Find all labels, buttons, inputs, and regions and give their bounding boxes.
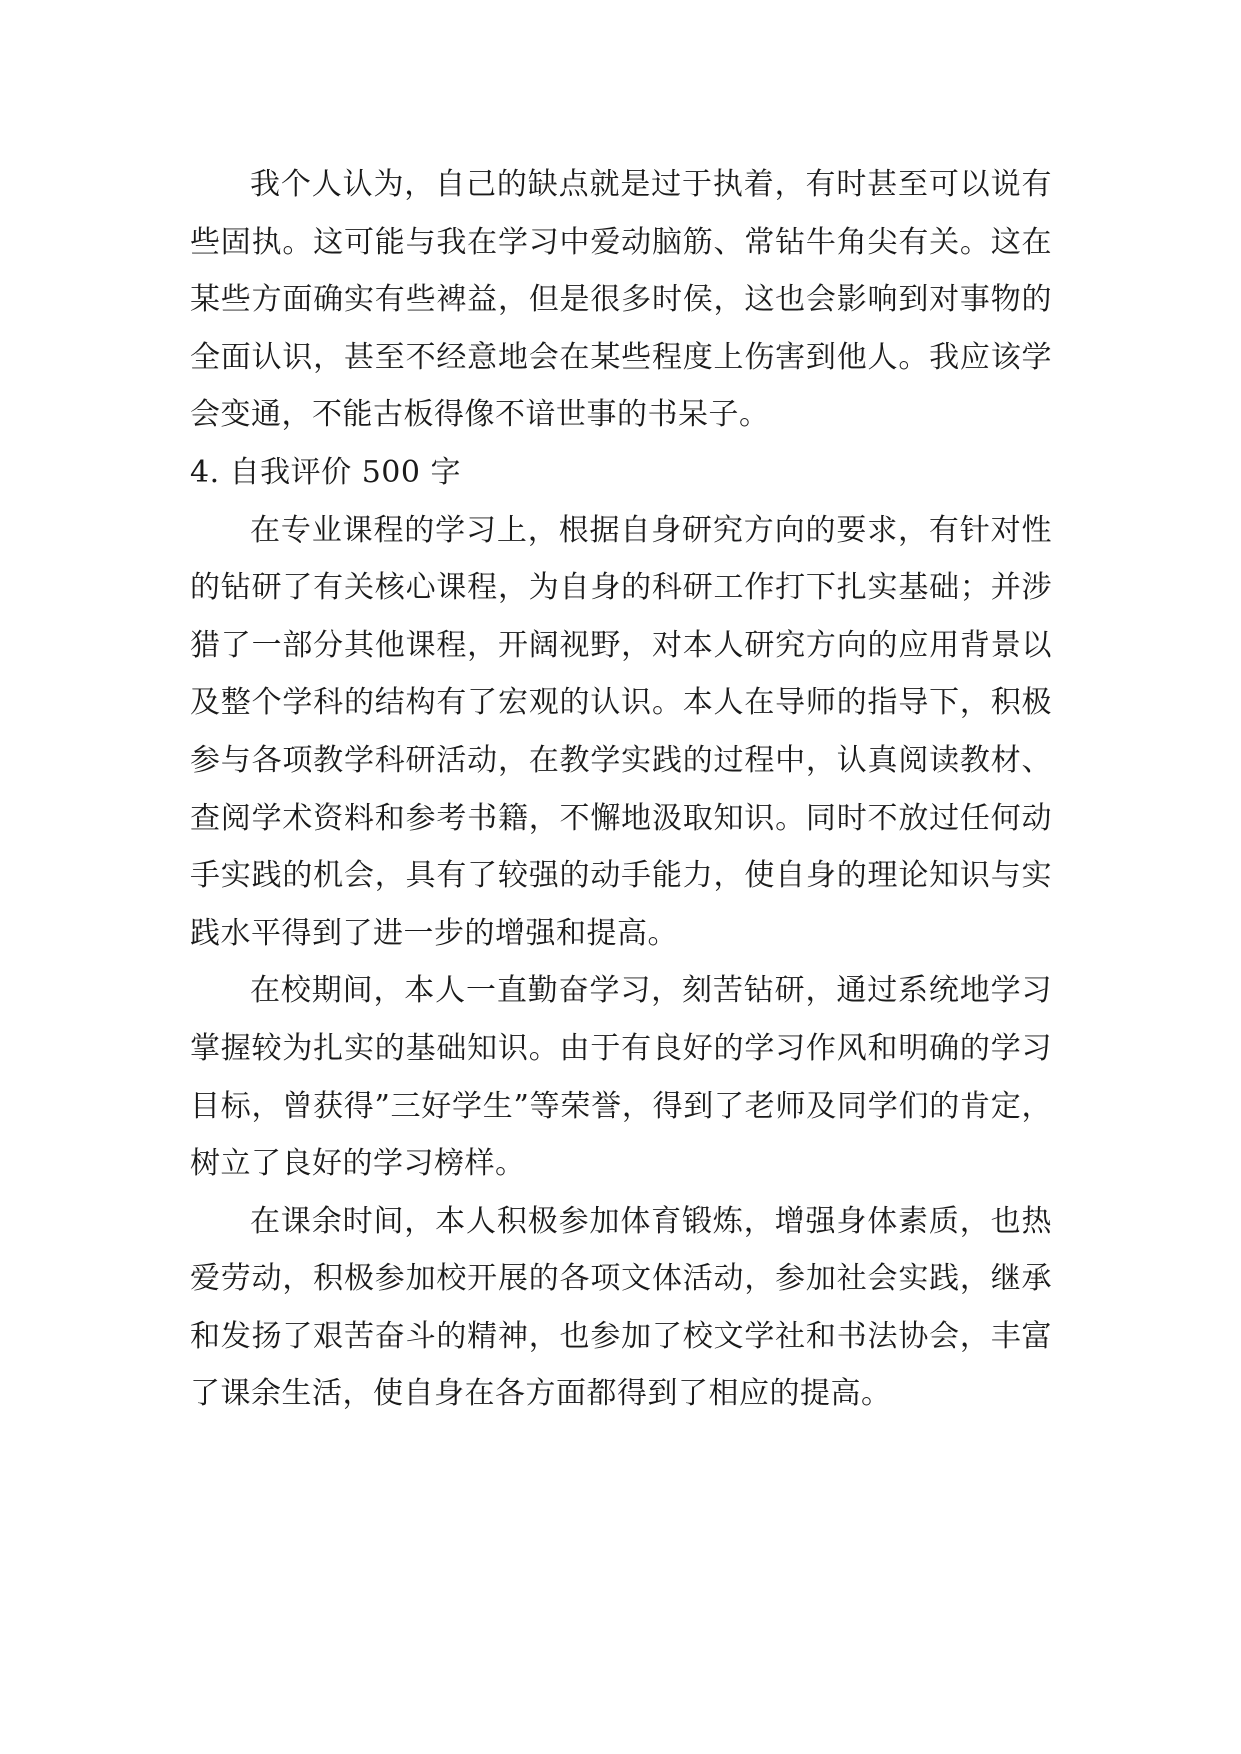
paragraph-professional-study: 在专业课程的学习上，根据自身研究方向的要求，有针对性的钻研了有关核心课程，为自身的科研工作打下扎实基础；并涉猎了一部分其他课程，开阔视野，对本人研究方向的应用背景以及整个学科的结构有了宏观的认识。本人在导师的指导下，积极参与各项教学科研活动，在教学实践的过程中，认真阅读教材、查阅学术资料和参考书籍，不懈地汲取知识。同时不放过任何动手实践的机会，具有了较强的动手能力，使自身的理论知识与实践水平得到了进一步的增强和提高。 xyxy=(190,512,1052,951)
document-body xyxy=(190,156,1052,1423)
paragraph-weakness: 我个人认为，自己的缺点就是过于执着，有时甚至可以说有些固执。这可能与我在学习中爱动脑筋、常钻牛角尖有关。这在某些方面确实有些裨益，但是很多时侯，这也会影响到对事物的全面认识，甚至不经意地会在某些程度上伤害到他人。我应该学会变通，不能古板得像不谙世事的书呆子。 xyxy=(190,167,1052,433)
paragraph-extracurricular: 在课余时间，本人积极参加体育锻炼，增强身体素质，也热爱劳动，积极参加校开展的各项文体活动，参加社会实践，继承和发扬了艰苦奋斗的精神，也参加了校文学社和书法协会，丰富了课余生活，使自身在各方面都得到了相应的提高。 xyxy=(190,1203,1052,1412)
section-heading-self-evaluation: 4. 自我评价 500 字 xyxy=(190,454,461,490)
paragraph-school-study: 在校期间，本人一直勤奋学习，刻苦钻研，通过系统地学习掌握较为扎实的基础知识。由于有良好的学习作风和明确的学习目标，曾获得”三好学生”等荣誉，得到了老师及同学们的肯定，树立了良好的学习榜样。 xyxy=(190,973,1052,1182)
